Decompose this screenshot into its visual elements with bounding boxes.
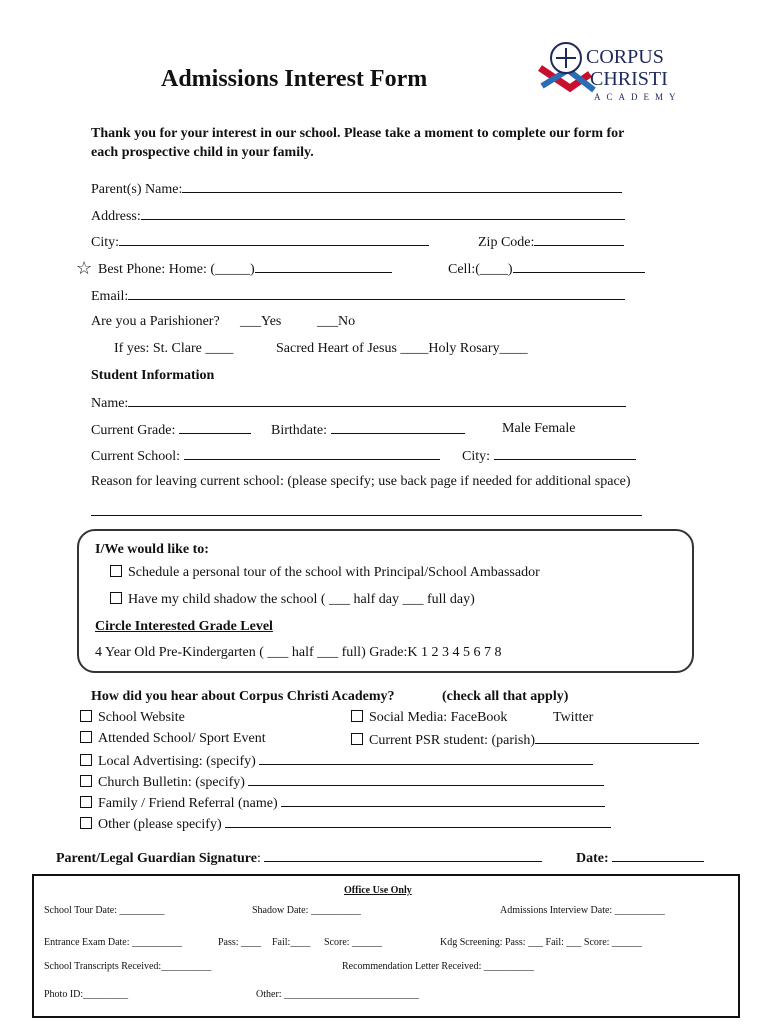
tour-option[interactable] xyxy=(110,565,540,581)
office-other[interactable]: Other: ___________________________ xyxy=(256,989,420,1000)
social-checkbox[interactable] xyxy=(351,710,363,722)
office-recommendation[interactable]: Recommendation Letter Received: __________ xyxy=(342,961,534,972)
birthdate-row xyxy=(271,421,465,439)
local-label: Local Advertising: (specify) xyxy=(98,754,260,769)
hear-attended[interactable] xyxy=(80,731,266,747)
city-label: City: xyxy=(91,235,120,250)
parishioner-question: Are you a Parishioner? xyxy=(91,314,220,329)
shadow-option[interactable] xyxy=(110,592,475,608)
local-field[interactable] xyxy=(259,752,593,765)
hear-church[interactable] xyxy=(80,773,604,791)
reason-label: Reason for leaving current school: (please specify; use back page if needed for additional space) xyxy=(91,474,631,489)
psr-label: Current PSR student: (parish) xyxy=(369,733,536,748)
office-kdg[interactable]: Kdg Screening: Pass: ___ Fail: ___ Score: ______ xyxy=(440,937,642,948)
student-heading: Student Information xyxy=(91,368,215,383)
birthdate-label: Birthdate: xyxy=(271,423,327,438)
email-field[interactable] xyxy=(128,287,625,300)
church-checkbox[interactable] xyxy=(80,775,92,787)
attended-label: Attended School/ Sport Event xyxy=(98,731,266,746)
birthdate-field[interactable] xyxy=(331,421,465,434)
parish-st-clare[interactable]: If yes: St. Clare ____ xyxy=(114,341,234,356)
family-field[interactable] xyxy=(281,794,605,807)
twitter-label: Twitter xyxy=(553,710,594,725)
phone-label: Best Phone: Home: (_____) xyxy=(98,262,255,277)
office-tour-date[interactable]: School Tour Date: _________ xyxy=(44,905,165,916)
parent-name-row xyxy=(91,180,622,198)
star-icon: ☆ xyxy=(76,258,93,278)
office-shadow-date[interactable]: Shadow Date: __________ xyxy=(252,905,361,916)
student-name-label: Name: xyxy=(91,396,129,411)
student-city-field[interactable] xyxy=(494,447,636,460)
psr-field[interactable] xyxy=(535,731,699,744)
logo-line3: ACADEMY xyxy=(594,92,682,102)
logo-line2: CHRISTI xyxy=(590,68,668,90)
current-school-row xyxy=(91,447,440,465)
address-label: Address: xyxy=(91,209,141,224)
office-pass[interactable]: Pass: ____ xyxy=(218,937,262,948)
office-photo-id[interactable]: Photo ID:_________ xyxy=(44,989,129,1000)
email-row xyxy=(91,287,625,305)
hear-question: How did you hear about Corpus Christi Academy? xyxy=(91,689,395,704)
date-label: Date: xyxy=(576,851,609,866)
city-row xyxy=(91,233,429,251)
grade-level-line[interactable]: 4 Year Old Pre-Kindergarten ( ___ half ___ full) Grade:K 1 2 3 4 5 6 7 8 xyxy=(95,645,502,660)
date-row xyxy=(576,849,704,867)
website-checkbox[interactable] xyxy=(80,710,92,722)
grade-row xyxy=(91,421,251,439)
other-label: Other (please specify) xyxy=(98,817,226,832)
address-field[interactable] xyxy=(141,207,625,220)
tour-label: Schedule a personal tour of the school with Principal/School Ambassador xyxy=(128,565,540,580)
current-school-label: Current School: xyxy=(91,449,181,464)
attended-checkbox[interactable] xyxy=(80,731,92,743)
reason-field[interactable] xyxy=(91,503,642,516)
signature-colon: : xyxy=(256,851,261,866)
website-label: School Website xyxy=(98,710,185,725)
other-checkbox[interactable] xyxy=(80,817,92,829)
student-city-row xyxy=(462,447,636,465)
hear-family[interactable] xyxy=(80,794,605,812)
zip-row xyxy=(478,233,624,251)
parish-other[interactable]: Sacred Heart of Jesus ____Holy Rosary____ xyxy=(276,341,528,356)
family-checkbox[interactable] xyxy=(80,796,92,808)
cell-phone-field[interactable] xyxy=(513,260,645,273)
office-interview-date[interactable]: Admissions Interview Date: __________ xyxy=(500,905,665,916)
hear-local[interactable] xyxy=(80,752,593,770)
shadow-checkbox[interactable] xyxy=(110,592,122,604)
phone-row xyxy=(98,260,392,278)
social-label: Social Media: FaceBook xyxy=(369,710,508,725)
family-label: Family / Friend Referral (name) xyxy=(98,796,282,811)
intro-line2: each prospective child in your family. xyxy=(91,145,314,160)
parishioner-no[interactable]: ___No xyxy=(317,314,356,329)
student-city-label: City: xyxy=(462,449,491,464)
parishioner-yes[interactable]: ___Yes xyxy=(240,314,282,329)
parent-name-label: Parent(s) Name: xyxy=(91,182,183,197)
city-field[interactable] xyxy=(119,233,429,246)
hear-other[interactable] xyxy=(80,815,611,833)
shadow-label: Have my child shadow the school ( ___ half day ___ full day) xyxy=(128,592,475,607)
cell-row xyxy=(448,260,645,278)
local-checkbox[interactable] xyxy=(80,754,92,766)
signature-label: Parent/Legal Guardian Signature xyxy=(56,851,257,866)
gender-options[interactable]: Male Female xyxy=(502,421,576,436)
other-field[interactable] xyxy=(225,815,611,828)
church-label: Church Bulletin: (specify) xyxy=(98,775,249,790)
current-school-field[interactable] xyxy=(184,447,440,460)
email-label: Email: xyxy=(91,289,129,304)
page-title: Admissions Interest Form xyxy=(161,66,428,92)
hear-psr[interactable] xyxy=(351,731,699,749)
interest-heading: I/We would like to: xyxy=(95,542,209,557)
school-logo xyxy=(534,40,682,106)
address-row xyxy=(91,207,625,225)
office-heading: Office Use Only xyxy=(344,885,412,896)
tour-checkbox[interactable] xyxy=(110,565,122,577)
church-field[interactable] xyxy=(248,773,604,786)
office-score[interactable]: Score: ______ xyxy=(324,937,383,948)
logo-line1: CORPUS xyxy=(586,46,664,68)
psr-checkbox[interactable] xyxy=(351,733,363,745)
zip-field[interactable] xyxy=(534,233,624,246)
grade-field[interactable] xyxy=(179,421,251,434)
grade-label: Current Grade: xyxy=(91,423,176,438)
office-exam-date[interactable]: Entrance Exam Date: __________ xyxy=(44,937,183,948)
intro-line1: Thank you for your interest in our school. Please take a moment to complete our form for xyxy=(91,126,625,141)
student-name-field[interactable] xyxy=(128,394,626,407)
grade-level-heading: Circle Interested Grade Level xyxy=(95,619,273,634)
hear-website[interactable] xyxy=(80,710,185,726)
parent-name-field[interactable] xyxy=(182,180,622,193)
signature-row xyxy=(56,849,542,867)
student-name-row xyxy=(91,394,626,412)
hear-note: (check all that apply) xyxy=(442,689,569,704)
office-fail[interactable]: Fail:____ xyxy=(272,937,311,948)
home-phone-field[interactable] xyxy=(255,260,392,273)
signature-field[interactable] xyxy=(264,849,542,862)
date-field[interactable] xyxy=(612,849,704,862)
cell-label: Cell:(____) xyxy=(448,262,513,277)
hear-social[interactable] xyxy=(351,710,507,726)
zip-label: Zip Code: xyxy=(478,235,535,250)
office-transcripts[interactable]: School Transcripts Received:__________ xyxy=(44,961,212,972)
